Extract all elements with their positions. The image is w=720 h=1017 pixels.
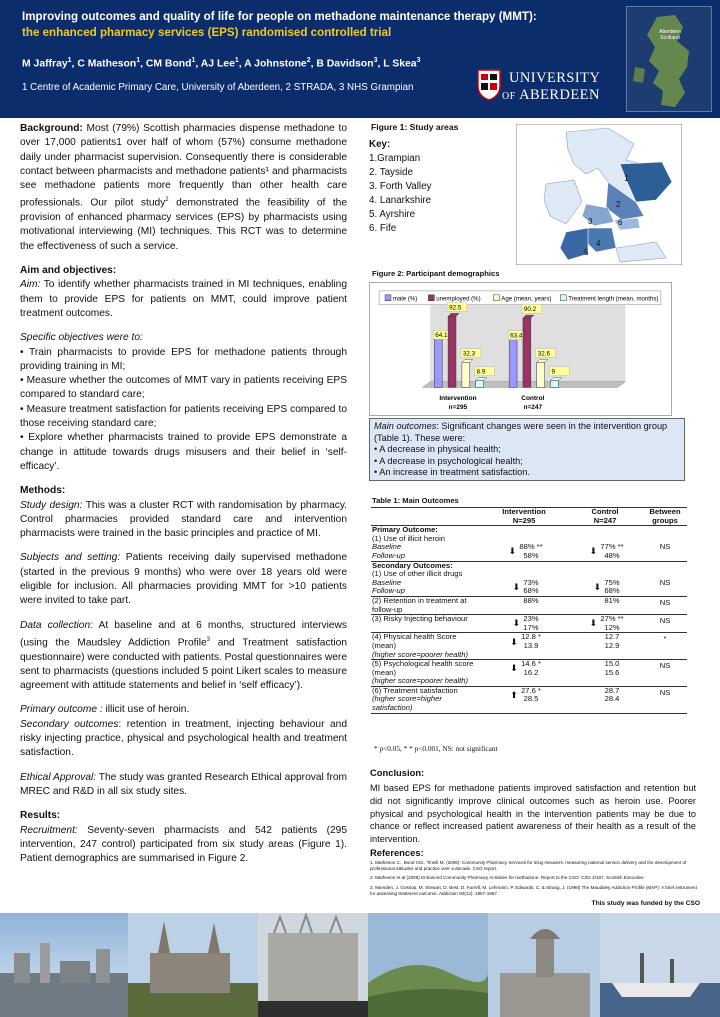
- subjects-label: Subjects and setting:: [20, 552, 121, 564]
- legend-swatch: [493, 295, 499, 301]
- control-cell: [567, 615, 643, 633]
- map-label: [627, 29, 712, 41]
- intervention-cell: [481, 596, 567, 614]
- photo-strip: [0, 913, 720, 1017]
- control-cell: [567, 561, 643, 596]
- author-name: M Jaffray: [22, 58, 68, 70]
- control-cell: [567, 660, 643, 687]
- trend-arrow-icon: ⬇: [589, 546, 598, 557]
- author-affiliation: 2: [306, 57, 311, 64]
- row-value: 27% **: [600, 614, 624, 624]
- control-cell: [567, 633, 643, 660]
- control-cell: [567, 686, 643, 713]
- value-label: 32.3: [462, 350, 476, 358]
- category-label: Intervention: [439, 395, 477, 403]
- funding-note: This study was funded by the CSO: [591, 900, 700, 907]
- map-number-3: 3: [588, 217, 593, 226]
- row-value: 88%: [523, 595, 539, 605]
- row-value: 15.0: [604, 659, 620, 669]
- collection-text: At baseline and at 6 months, structured interviews (using the Maudsley Addiction Profile: [20, 619, 347, 649]
- university-of: OF: [502, 91, 516, 102]
- objective-3: • Measure treatment satisfaction for patients receiving EPS compared to those receiving standard care;: [20, 403, 347, 430]
- author-name: CM Bond: [145, 58, 192, 70]
- row-value: 73%: [523, 577, 539, 587]
- table-header-intervention: [481, 508, 567, 526]
- background-text-2: demonstrated the feasibility of the provision of enhanced pharmacy services (EPS) by pharmacists using motivational interviewing (MI) techniques. This RCT was to determine the effectiveness of such a service.: [20, 197, 347, 252]
- control-cell: [567, 596, 643, 614]
- row-value: 14.6 *: [521, 659, 541, 669]
- university-logo: [474, 54, 624, 110]
- secondary-outcome-paragraph: [20, 718, 347, 761]
- between-groups-cell: [643, 615, 687, 633]
- aim-text: To identify whether pharmacists trained in MI techniques, enabling them to provide EPS for patients on MMT, could improve patient treatment outcomes.: [20, 279, 347, 319]
- aim-paragraph: [20, 278, 347, 321]
- subjects-text: Patients receiving daily supervised methadone (started in the previous 9 months) who were over 18 years old were eligible for inclusion. All pharmacies providing MMT for >10 patients were invited to take part.: [20, 552, 348, 607]
- recruitment-paragraph: [20, 824, 347, 867]
- table-header-control-line2: N=247: [593, 515, 617, 525]
- main-outcome-3: • An increase in treatment satisfaction.: [374, 467, 530, 478]
- bar: [523, 318, 531, 387]
- trend-arrow-icon: ⬇: [510, 663, 518, 674]
- key-title: Key:: [369, 139, 391, 150]
- objective-1: • Train pharmacists to provide EPS for methadone patients through providing training in MI;: [20, 346, 347, 372]
- main-outcomes-label: Main outcomes: [374, 421, 437, 431]
- map-number-2: 2: [616, 200, 621, 209]
- table-header-empty: [371, 508, 481, 526]
- figure1-key: [369, 138, 431, 236]
- map-number-1: 1: [624, 174, 629, 183]
- specific-objectives-heading: Specific objectives were to:: [20, 332, 143, 344]
- row-sublabel: Baseline: [372, 542, 402, 552]
- category-n-label: n=247: [523, 404, 543, 412]
- recruitment-label: Recruitment:: [20, 824, 78, 836]
- poster-title-line2: the enhanced pharmacy services (EPS) randomised controlled trial: [22, 26, 392, 39]
- row-measure: (6) Treatment satisfaction: [372, 685, 458, 695]
- legend-swatch: [560, 295, 566, 301]
- between-groups-value: NS: [659, 661, 671, 671]
- row-measure: (3) Risky Injecting behaviour: [372, 614, 468, 624]
- table-row: [371, 561, 687, 596]
- control-cell: [567, 526, 643, 561]
- bar: [551, 381, 559, 388]
- scotland-map-thumbnail: [627, 7, 712, 112]
- primary-outcome-paragraph: [20, 703, 347, 717]
- bar: [509, 339, 517, 388]
- main-outcomes-box: [369, 418, 685, 481]
- row-value: 12%: [604, 622, 620, 632]
- legend-entry: Treatment length (mean, months): [568, 295, 659, 303]
- row-label-cell: [371, 561, 481, 596]
- row-value: 12.7: [604, 632, 620, 642]
- recruitment-text: Seventy-seven pharmacists and 542 patients (295 intervention, 247 control) participated from six study areas (Figure 1). Patient demographics are summarised in Figure 2.: [20, 824, 347, 865]
- poster-header: [0, 0, 720, 118]
- row-value: 48%: [604, 550, 620, 560]
- main-outcomes-table: [371, 507, 687, 714]
- map-number-6: 6: [618, 218, 623, 227]
- collection-text-2: and Treatment satisfaction questionnaire) were conducted with patients. Postal questionnaires were sent to pharmacists (questions included 5 point Likert scales to measure agreement with attitude statements and belief in ‘self efficacy’).: [20, 637, 347, 692]
- between-groups-cell: [643, 526, 687, 561]
- row-value: 13.9: [523, 640, 539, 650]
- table-header-between-line2: groups: [652, 515, 678, 525]
- conclusion-heading: Conclusion:: [370, 767, 425, 778]
- collection-paragraph: [20, 619, 347, 694]
- map-label-aberdeen: Aberdeen: [659, 29, 681, 35]
- row-value: 58%: [523, 550, 539, 560]
- row-label-cell: [371, 596, 481, 614]
- intervention-cell: [481, 633, 567, 660]
- legend-entry: Age (mean, years): [501, 295, 552, 303]
- intervention-cell: [481, 561, 567, 596]
- main-outcomes-text: : Significant changes were seen in the intervention group (Table 1). These were:: [374, 421, 668, 443]
- row-measure: (1) Use of illicit heroin: [372, 533, 446, 543]
- key-area-5: 5. Ayrshire: [369, 209, 416, 220]
- between-groups-value: *: [663, 634, 667, 644]
- row-value: 28.4: [604, 694, 620, 704]
- key-area-2: 2. Tayside: [369, 167, 413, 178]
- row-label-cell: [371, 615, 481, 633]
- row-value: 28.7: [604, 685, 620, 695]
- author-name: B Davidson: [316, 58, 374, 70]
- objective-4: • Explore whether pharmacists trained to provide EPS demonstrate a change in attitude towards drugs misusers and their belief in ‘self-efficacy’.: [20, 432, 347, 472]
- table-header-control-line1: Control: [591, 507, 619, 516]
- aims-heading: Aim and objectives:: [20, 265, 117, 277]
- author-affiliation: 3: [416, 57, 421, 64]
- author-affiliation: 3: [373, 57, 378, 64]
- ethical-label: Ethical Approval:: [20, 771, 97, 783]
- author-affiliation: 1: [136, 57, 141, 64]
- row-label-cell: [371, 633, 481, 660]
- bar: [537, 362, 545, 387]
- author-list: M Jaffray$^1$, C Matheson$^1$, CM Bond$^1$, AJ Lee$^1$, A Johnstone$^2$, B Davidson$^3$, L Skea$^3$: [22, 57, 421, 70]
- legend-entry: unemployed (%): [436, 295, 481, 303]
- value-label: 8.9: [476, 368, 486, 376]
- row-value: 77% **: [600, 542, 624, 552]
- row-value: 12.9: [604, 640, 620, 650]
- row-value: 68%: [604, 586, 620, 596]
- key-area-4: 4. Lanarkshire: [369, 195, 432, 206]
- row-sublabel: (higher score=poorer health): [372, 649, 469, 659]
- table-header-between: [643, 508, 687, 526]
- between-groups-cell: [643, 686, 687, 713]
- photo-cathedral: [128, 913, 258, 1017]
- bar: [434, 338, 442, 387]
- photo-city-skyline: [0, 913, 128, 1017]
- row-measure: (5) Psychological health score (mean): [372, 659, 474, 677]
- row-value: 12.8 *: [521, 632, 541, 642]
- main-outcomes-intro: [374, 421, 680, 444]
- row-value: 23%: [523, 614, 539, 624]
- ethical-paragraph: [20, 771, 347, 800]
- trend-arrow-icon: ⬇: [508, 546, 517, 557]
- legend-swatch: [385, 295, 391, 301]
- bar: [476, 381, 484, 388]
- between-groups-value: NS: [659, 616, 671, 626]
- row-title: Primary Outcome:: [372, 525, 438, 535]
- background-text: Most (79%) Scottish pharmacies dispense methadone to over 17,000 patients1 over half of whom (57%) consume methadone daily under pharmacist supervision. Consequently there is considerable contact between pharmacists and methadone patients¹ and pharmacists see methadone patients more frequently than other health care professionals. Our pilot study: [20, 123, 347, 209]
- legend-entry: male (%): [392, 295, 418, 303]
- figure1-label: Figure 1: Study areas: [371, 122, 459, 132]
- author-name: C Matheson: [77, 58, 137, 70]
- reference-1: 1. Matheson C., Bond CM., Tinelli M. (2006): Community Pharmacy Services for drug misusers: measuring national service delivery and the development of professional attitudes and practice over a decade. CSO report.: [370, 860, 687, 872]
- value-label: 9: [551, 368, 556, 376]
- primary-text: illicit use of heroin.: [102, 704, 190, 716]
- main-outcome-2: • A decrease in psychological health;: [374, 455, 523, 466]
- collection-label: Data collection:: [20, 619, 93, 631]
- row-title: Secondary Outcomes:: [372, 560, 453, 570]
- trend-arrow-icon: ⬆: [510, 690, 518, 701]
- row-sublabel: Baseline: [372, 577, 402, 587]
- between-groups-value: NS: [659, 577, 671, 587]
- author-name: A Johnstone: [244, 58, 307, 70]
- between-groups-value: NS: [659, 597, 671, 607]
- conclusion-text: MI based EPS for methadone patients improved satisfaction and retention but did not significantly improve clinical outcomes such as heroin use. Poorer physical and psychological health in the intervention patients may be due to chance or reflect increased patient awareness of their health as a result of the intervention.: [370, 783, 696, 845]
- row-value: 27.6 *: [521, 685, 541, 695]
- row-measure: (1) Use of other illicit drugs: [372, 569, 463, 579]
- map-number-5: 5: [584, 248, 589, 257]
- left-column: [20, 122, 347, 866]
- table-header-intervention-line1: Intervention: [502, 507, 546, 516]
- subjects-paragraph: [20, 551, 347, 608]
- table-row: [371, 686, 687, 713]
- design-text: This was a cluster RCT with randomisation by pharmacy. Control pharmacies provided standard care and intervention pharmacists were trained in the basic principles and practice of MI.: [20, 499, 347, 540]
- table-header-intervention-line2: N=295: [512, 515, 536, 525]
- table-header-between-line1: Between: [649, 507, 681, 516]
- reference-2: 2. Matheson et al (2006) Enhanced Community Pharmacy Activities for methadone. Report to the CSO: CZG 2/197. Scottish Executive: [370, 875, 644, 881]
- key-area-1: 1.Grampian: [369, 153, 421, 164]
- value-label: 63.4: [510, 332, 523, 340]
- references-heading: References:: [370, 847, 424, 858]
- row-sublabel: Follow-up: [372, 586, 405, 596]
- references-list: [370, 860, 700, 900]
- row-value: 81%: [604, 595, 620, 605]
- table-body: [371, 526, 687, 714]
- row-measure: (4) Physical health Score (mean): [372, 632, 457, 650]
- row-value: 28.5: [523, 694, 539, 704]
- intervention-cell: [481, 686, 567, 713]
- header-map-image: [626, 6, 712, 112]
- table-row: [371, 633, 687, 660]
- methods-heading: Methods:: [20, 485, 66, 497]
- table-row: [371, 526, 687, 561]
- category-label: Control: [521, 395, 545, 403]
- row-label-cell: [371, 526, 481, 561]
- row-label-cell: [371, 686, 481, 713]
- value-label: 64.1: [435, 332, 448, 340]
- trend-arrow-icon: ⬇: [510, 636, 518, 647]
- key-area-3: 3. Forth Valley: [369, 181, 432, 192]
- value-label: 32.6: [537, 350, 551, 358]
- intervention-cell: [481, 660, 567, 687]
- aim-label: Aim:: [20, 279, 41, 291]
- study-areas-map: [516, 124, 682, 265]
- university-name-line1: UNIVERSITY: [509, 70, 601, 86]
- reference-3: 3. Marsden, J. Gossop, M. Stewart, D. Best, D. Farrell, M. Lehmann, P. Edwards, C. & Strang, J. (1998) The Maudsley Addiction Profile (MAP): A brief instrument for assessing treatment outcome. Addiction 93(12): 1857-1867.: [370, 884, 697, 896]
- table-header-control: [567, 508, 643, 526]
- university-aberdeen: ABERDEEN: [519, 87, 600, 103]
- trend-arrow-icon: ⬇: [589, 618, 598, 629]
- row-sublabel: (higher score=higher satisfaction): [372, 694, 442, 713]
- row-value: 68%: [523, 586, 539, 596]
- crest-icon: [476, 68, 502, 102]
- category-n-label: n=295: [448, 404, 468, 412]
- table1-label: Table 1: Main Outcomes: [372, 496, 459, 505]
- between-groups-cell: [643, 660, 687, 687]
- row-value: 75%: [604, 577, 620, 587]
- between-groups-value: NS: [659, 687, 671, 697]
- collection-sup: 3: [206, 636, 210, 643]
- figure2-label: Figure 2: Participant demographics: [372, 269, 500, 278]
- value-label: 90.2: [523, 306, 537, 314]
- background-heading: Background:: [20, 123, 83, 134]
- author-affiliation: 1: [191, 57, 196, 64]
- background-paragraph: [20, 122, 347, 254]
- photo-kings-college: [488, 913, 600, 1017]
- row-value: 17%: [523, 622, 539, 632]
- results-heading: Results:: [20, 810, 61, 822]
- author-name: L Skea: [383, 58, 417, 70]
- map-label-scotland: Scotland: [660, 35, 680, 41]
- row-sublabel: (higher score=poorer health): [372, 676, 469, 686]
- row-measure: (2) Retention in treatment at follow-up: [372, 595, 467, 614]
- author-affiliation: 1: [67, 57, 72, 64]
- photo-harbour: [600, 913, 720, 1017]
- bar: [448, 316, 456, 387]
- row-value: 16.2: [523, 667, 539, 677]
- background-sup: 2: [165, 197, 169, 204]
- author-affiliation: 1: [234, 57, 239, 64]
- university-name-line2: [502, 87, 600, 104]
- design-paragraph: [20, 499, 347, 542]
- row-label-cell: [371, 660, 481, 687]
- design-label: Study design:: [20, 499, 83, 511]
- bar: [462, 363, 470, 388]
- row-value: 88% **: [519, 542, 543, 552]
- intervention-cell: [481, 526, 567, 561]
- chart-legend: [379, 291, 661, 305]
- between-groups-cell: [643, 561, 687, 596]
- row-value: 15.6: [604, 667, 620, 677]
- table-row: [371, 615, 687, 633]
- row-sublabel: Follow-up: [372, 550, 405, 560]
- trend-arrow-icon: ⬇: [593, 581, 602, 592]
- intervention-cell: [481, 615, 567, 633]
- objective-2: • Measure whether the outcomes of MMT vary in patients receiving EPS compared to standard care;: [20, 375, 347, 401]
- map-number-4: 4: [596, 239, 601, 248]
- main-outcome-1: • A decrease in physical health;: [374, 444, 501, 455]
- value-label: 92.5: [449, 304, 462, 312]
- ethical-text: The study was granted Research Ethical approval from MREC and R&D in all six study sites.: [20, 771, 347, 797]
- demographics-chart: [369, 282, 672, 416]
- key-area-6: 6. Fife: [369, 223, 397, 234]
- primary-label: Primary outcome :: [20, 704, 103, 716]
- legend-swatch: [428, 295, 434, 301]
- trend-arrow-icon: ⬇: [512, 618, 521, 629]
- secondary-label: Secondary outcomes: [20, 718, 119, 730]
- photo-hills: [368, 913, 488, 1017]
- trend-arrow-icon: ⬇: [512, 581, 521, 592]
- between-groups-value: NS: [659, 542, 671, 552]
- between-groups-cell: [643, 596, 687, 614]
- table-footnote: * p<0.05, * * p<0.001, NS: not significant: [374, 744, 498, 753]
- poster-title-line1: Improving outcomes and quality of life for people on methadone maintenance therapy (MMT):: [22, 10, 537, 23]
- table-row: [371, 596, 687, 614]
- secondary-text: : retention in treatment, injecting behaviour and risky injecting practice, physical and psychological health and treatment satisfaction.: [20, 718, 347, 759]
- photo-marischal-college: [258, 913, 368, 1017]
- table-row: [371, 660, 687, 687]
- author-name: AJ Lee: [200, 58, 235, 70]
- affiliations: 1 Centre of Academic Primary Care, University of Aberdeen, 2 STRADA, 3 NHS Grampian: [22, 82, 414, 93]
- between-groups-cell: [643, 633, 687, 660]
